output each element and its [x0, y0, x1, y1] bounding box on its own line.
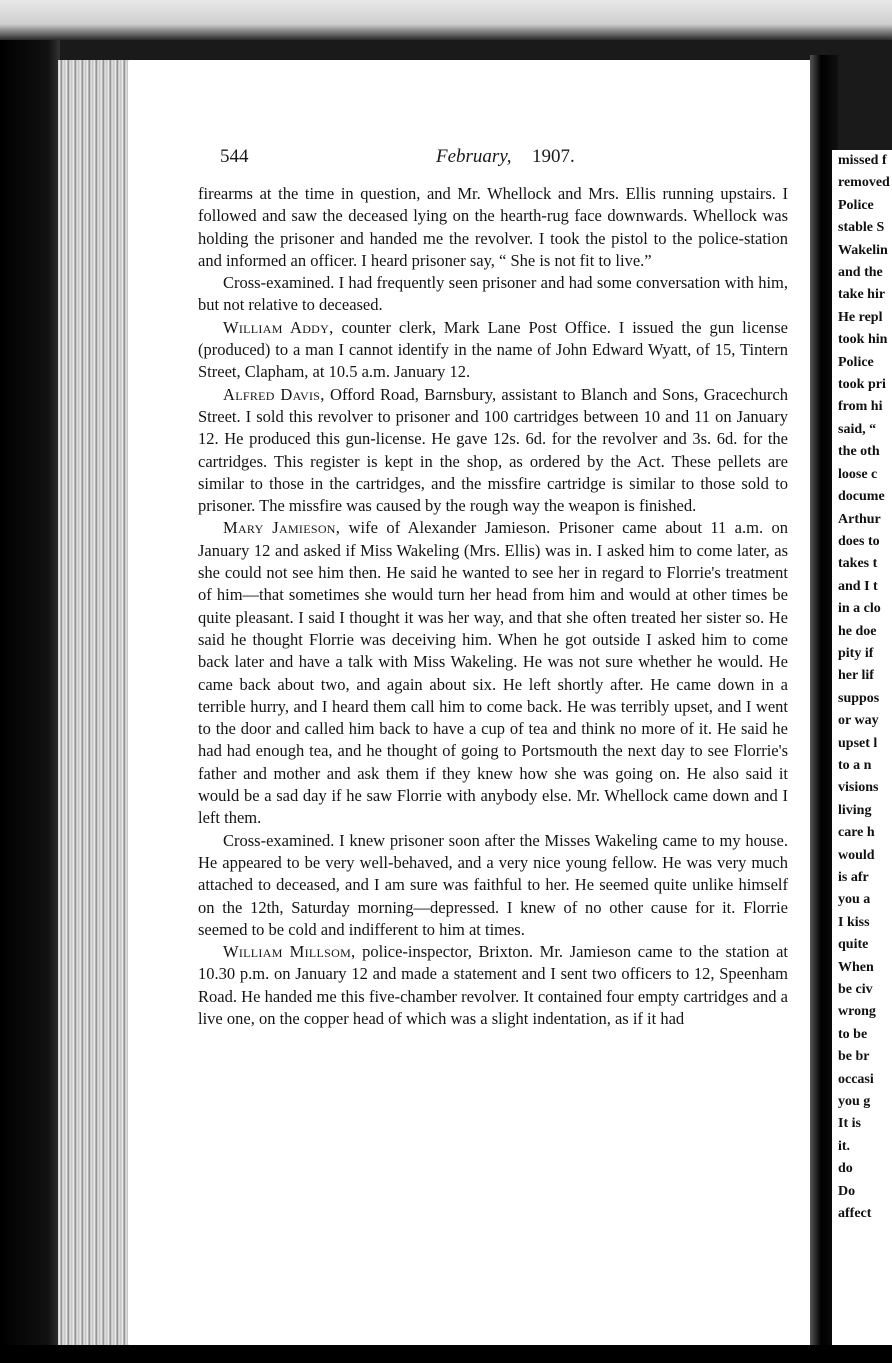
- paragraph: [198, 517, 788, 829]
- paragraph: [198, 272, 788, 317]
- facing-page-line: docume: [838, 489, 885, 505]
- facing-page-line: to be: [838, 1026, 868, 1042]
- facing-page-line: from hi: [838, 399, 883, 415]
- witness-name: Alfred Davis,: [223, 384, 325, 404]
- facing-page-line: and the: [838, 265, 883, 281]
- facing-page: [832, 150, 892, 1350]
- scan-top-edge: [0, 0, 892, 40]
- witness-name: William Millsom,: [223, 942, 356, 962]
- facing-page-line: it.: [838, 1138, 851, 1154]
- facing-page-line: suppos: [838, 690, 880, 706]
- facing-page-line: do: [838, 1161, 853, 1177]
- facing-page-line: Arthur: [838, 511, 881, 527]
- facing-page-line: said, “: [838, 421, 877, 437]
- paragraph: [198, 317, 788, 384]
- facing-page-line: in a clo: [838, 601, 881, 617]
- header-month: February,: [436, 146, 512, 167]
- facing-page-line: missed f: [838, 153, 887, 168]
- facing-page-line: removed: [838, 175, 890, 191]
- facing-page-line: take hir: [838, 287, 886, 303]
- facing-page-line: her lif: [838, 668, 874, 684]
- paragraph-text: Offord Road, Barnsbury, assistant to Blanch and Sons, Gracechurch Street. I sold this revolver to prisoner and 100 cartridges between 10 and 11 on January 12. He produced this gun-license. He gave 12s. 6d. for the revolver and 3s. 6d. for the cartridges. This register is kept in the shop, as ordered by the Act. These pellets are similar to those in the cartridges, and the missfire cartridge is similar to those sold to prisoner. The missfire was caused by the rough way the weapon is finished.: [198, 384, 788, 516]
- facing-page-line: Wakelin: [838, 242, 888, 258]
- facing-page-line: does to: [838, 533, 880, 549]
- facing-page-line: you a: [838, 892, 871, 908]
- facing-page-line: the oth: [838, 444, 880, 460]
- facing-page-line: loose c: [838, 466, 878, 482]
- scan-bottom-edge: [0, 1345, 892, 1363]
- page-body: [198, 183, 788, 1030]
- facing-page-line: stable S: [838, 220, 885, 236]
- page-number: 544: [220, 146, 249, 167]
- facing-page-line: living: [838, 802, 872, 818]
- paragraph-text: wife of Alexander Jamieson. Prisoner came about 11 a.m. on January 12 and asked if Miss Wakeling (Mrs. Ellis) was in. I asked him to come later, as she could not see him then. He said he wanted to see her in regard to Florrie's treatment of him—that sometimes she would turn her head from him and would at other times be quite pleasant. I said I thought it was her way, and that she often treated her sister so. He said he thought Florrie was deceiving him. When he got outside I asked him to come back later and have a talk with Miss Wakeling. He was not sure whether he would. He came back about two, and again about six. He left shortly after. He came down in a terrible hurry, and I heard them call him to come back. He was terribly upset, and I went to the door and called him back to have a cup of tea and think no more of it. He said he had had enough tea, and he thought of going to Portsmouth the next day to see Florrie's father and mother and ask them if they knew how she was going on. He also said it would be a sad day if he saw Florrie with anybody else. Mr. Whellock came down and I left them.: [198, 518, 789, 828]
- paragraph-text: firearms at the time in question, and Mr. Whellock and Mrs. Ellis running upstairs. I followed and saw the deceased lying on the hearth-rug face downwards. Whellock was holding the prisoner and handed me the revolver. I took the pistol to the police-station and informed an officer. I heard prisoner say, “ She is not fit to live.”: [198, 184, 788, 270]
- facing-page-line: visions: [838, 780, 879, 796]
- paragraph: [198, 183, 788, 272]
- paragraph-text: Cross-examined. I had frequently seen prisoner and had some conversation with him, but not relative to deceased.: [198, 273, 788, 315]
- paragraph-text: counter clerk, Mark Lane Post Office. I issued the gun license (produced) to a man I cannot identify in the name of John Edward Wyatt, of 15, Tintern Street, Clapham, at 10.5 a.m. January 12.: [198, 317, 788, 382]
- facing-page-line: takes t: [838, 556, 878, 572]
- paragraph: [198, 830, 788, 941]
- facing-page-line: to a n: [838, 757, 872, 773]
- facing-page-line: be br: [838, 1049, 870, 1065]
- witness-name: William Addy,: [223, 317, 334, 337]
- facing-page-line: I kiss: [838, 914, 870, 930]
- paragraph: [198, 941, 788, 1030]
- page-edges: [58, 60, 130, 1350]
- running-head: [220, 146, 780, 170]
- header-year: 1907.: [532, 146, 575, 167]
- facing-page-line: would: [838, 847, 875, 863]
- paragraph: [198, 384, 788, 518]
- paragraph-text: Cross-examined. I knew prisoner soon after the Misses Wakeling came to my house. He appeared to be very well-behaved, and a very nice young fellow. He was very much attached to deceased, and I am sure was faithful to her. He seemed quite unlike himself on the 12th, Saturday morning—depressed. I knew of no other cause for it. Florrie seemed to be cold and indifferent to him at times.: [198, 830, 788, 939]
- facing-page-line: quite: [838, 937, 869, 953]
- facing-page-line: is afr: [838, 870, 869, 885]
- facing-page-line: took hin: [838, 332, 888, 348]
- facing-page-line: wrong: [838, 1004, 876, 1020]
- facing-page-line: When: [838, 959, 874, 975]
- facing-page-line: you g: [838, 1094, 871, 1110]
- facing-page-line: be civ: [838, 982, 873, 998]
- facing-page-line: pity if: [838, 645, 874, 661]
- facing-page-line: Police: [838, 197, 874, 213]
- witness-name: Mary Jamieson,: [223, 518, 341, 538]
- facing-page-line: occasi: [838, 1071, 874, 1087]
- facing-page-line: took pri: [838, 377, 886, 393]
- book-binding-edge: [0, 40, 60, 1363]
- facing-page-line: he doe: [838, 623, 877, 639]
- facing-page-line: or way: [838, 713, 879, 729]
- paragraph-text: police-inspector, Brixton. Mr. Jamieson came to the station at 10.30 p.m. on January 12 and made a statement and I sent two officers to 12, Speenham Road. He handed me this five-chamber revolver. It contained four empty cartridges and a live one, on the copper head of which was a slight indentation, as if it had: [198, 942, 788, 1028]
- facing-page-line: affect: [838, 1206, 872, 1222]
- facing-page-line: and I t: [838, 578, 878, 594]
- facing-page-line: Do: [838, 1183, 856, 1199]
- facing-page-line: care h: [838, 825, 875, 841]
- facing-page-line: He repl: [838, 309, 883, 325]
- facing-page-line: upset l: [838, 735, 878, 751]
- facing-page-line: It is: [838, 1116, 861, 1132]
- facing-page-line: Police: [838, 354, 874, 370]
